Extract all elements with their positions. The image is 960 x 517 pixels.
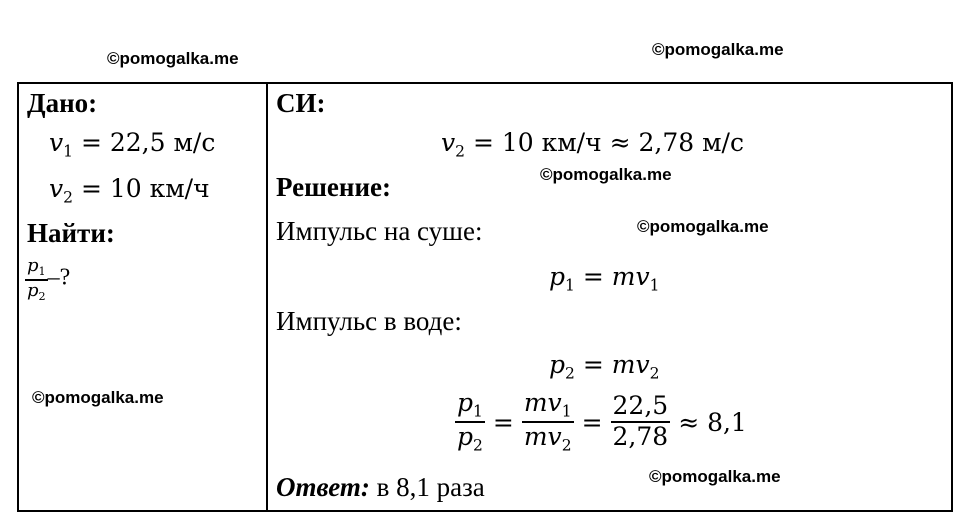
- find-num-sub: 1: [38, 264, 46, 278]
- find-suffix: –?: [47, 264, 71, 291]
- ratio-equals-2: =: [581, 407, 603, 437]
- ratio-f2-den-sub: 2: [561, 436, 572, 455]
- v1-sub: 1: [63, 142, 73, 161]
- eq2-lhs-sub: 2: [565, 364, 575, 383]
- v2-sub: 2: [63, 188, 73, 207]
- ratio-f1-den-symbol: p: [457, 422, 474, 452]
- solution-heading: Решение:: [276, 172, 391, 202]
- find-fraction: [25, 256, 48, 303]
- ratio-fraction-mv: [522, 389, 574, 455]
- v1-symbol: v: [49, 128, 64, 157]
- watermark: ©pomogalka.me: [32, 388, 164, 407]
- given-v2: [49, 174, 210, 206]
- v2-symbol: v: [49, 174, 64, 203]
- eq1-lhs-symbol: p: [549, 262, 566, 291]
- ratio-result: ≈ 8,1: [678, 407, 747, 437]
- find-expression: [25, 256, 70, 303]
- ratio-f1-num-symbol: p: [457, 388, 474, 417]
- si-v2-value: = 10 км/ч ≈ 2,78 м/с: [465, 128, 744, 157]
- ratio-f3-num: 22,5: [612, 391, 669, 421]
- eq2-rhs-sub: 2: [649, 364, 660, 383]
- watermark: ©pomogalka.me: [649, 467, 781, 486]
- answer-label: Ответ:: [276, 472, 370, 502]
- equation-p1: [549, 262, 659, 294]
- ratio-f2-num-sub: 1: [561, 402, 572, 421]
- watermark: ©pomogalka.me: [652, 40, 784, 59]
- eq1-rhs-sub: 1: [649, 276, 660, 295]
- answer-line: [276, 472, 485, 503]
- eq1-rhs-symbol: mv: [611, 262, 650, 291]
- si-conversion: [441, 128, 744, 160]
- ratio-f1-den-sub: 2: [473, 436, 483, 455]
- given-v1: [49, 128, 215, 160]
- eq1-lhs-sub: 1: [565, 276, 575, 295]
- eq2-rhs-symbol: mv: [611, 350, 650, 379]
- column-divider: [266, 84, 268, 510]
- solution-table: [17, 82, 953, 512]
- watermark: ©pomogalka.me: [637, 217, 769, 236]
- ratio-f3-den: 2,78: [612, 422, 669, 452]
- si-heading: СИ:: [276, 88, 326, 118]
- v2-value: = 10 км/ч: [73, 174, 210, 203]
- watermark: ©pomogalka.me: [540, 165, 672, 184]
- answer-text: в 8,1 раза: [369, 472, 485, 502]
- si-v2-sub: 2: [455, 142, 465, 161]
- watermark: ©pomogalka.me: [107, 49, 239, 68]
- eq2-equals: =: [574, 350, 612, 379]
- equation-p2: [549, 350, 659, 382]
- water-impulse-label: Импульс в воде:: [276, 306, 462, 336]
- find-num-symbol: p: [27, 255, 39, 276]
- ratio-equals-1: =: [492, 407, 514, 437]
- ratio-f2-num-symbol: mv: [523, 388, 562, 417]
- find-den-sub: 2: [38, 289, 46, 303]
- find-heading: Найти:: [27, 218, 115, 248]
- ratio-f1-num-sub: 1: [473, 402, 483, 421]
- ratio-fraction-p: [455, 389, 485, 455]
- eq1-equals: =: [574, 262, 612, 291]
- ratio-equation: [455, 389, 747, 455]
- v1-value: = 22,5 м/с: [73, 128, 216, 157]
- eq2-lhs-symbol: p: [549, 350, 566, 379]
- given-heading: Дано:: [27, 88, 98, 118]
- land-impulse-label: Импульс на суше:: [276, 216, 483, 246]
- ratio-fraction-numeric: [611, 392, 671, 452]
- ratio-f2-den-symbol: mv: [523, 422, 562, 452]
- find-den-symbol: p: [27, 279, 39, 301]
- si-v2-symbol: v: [441, 128, 456, 157]
